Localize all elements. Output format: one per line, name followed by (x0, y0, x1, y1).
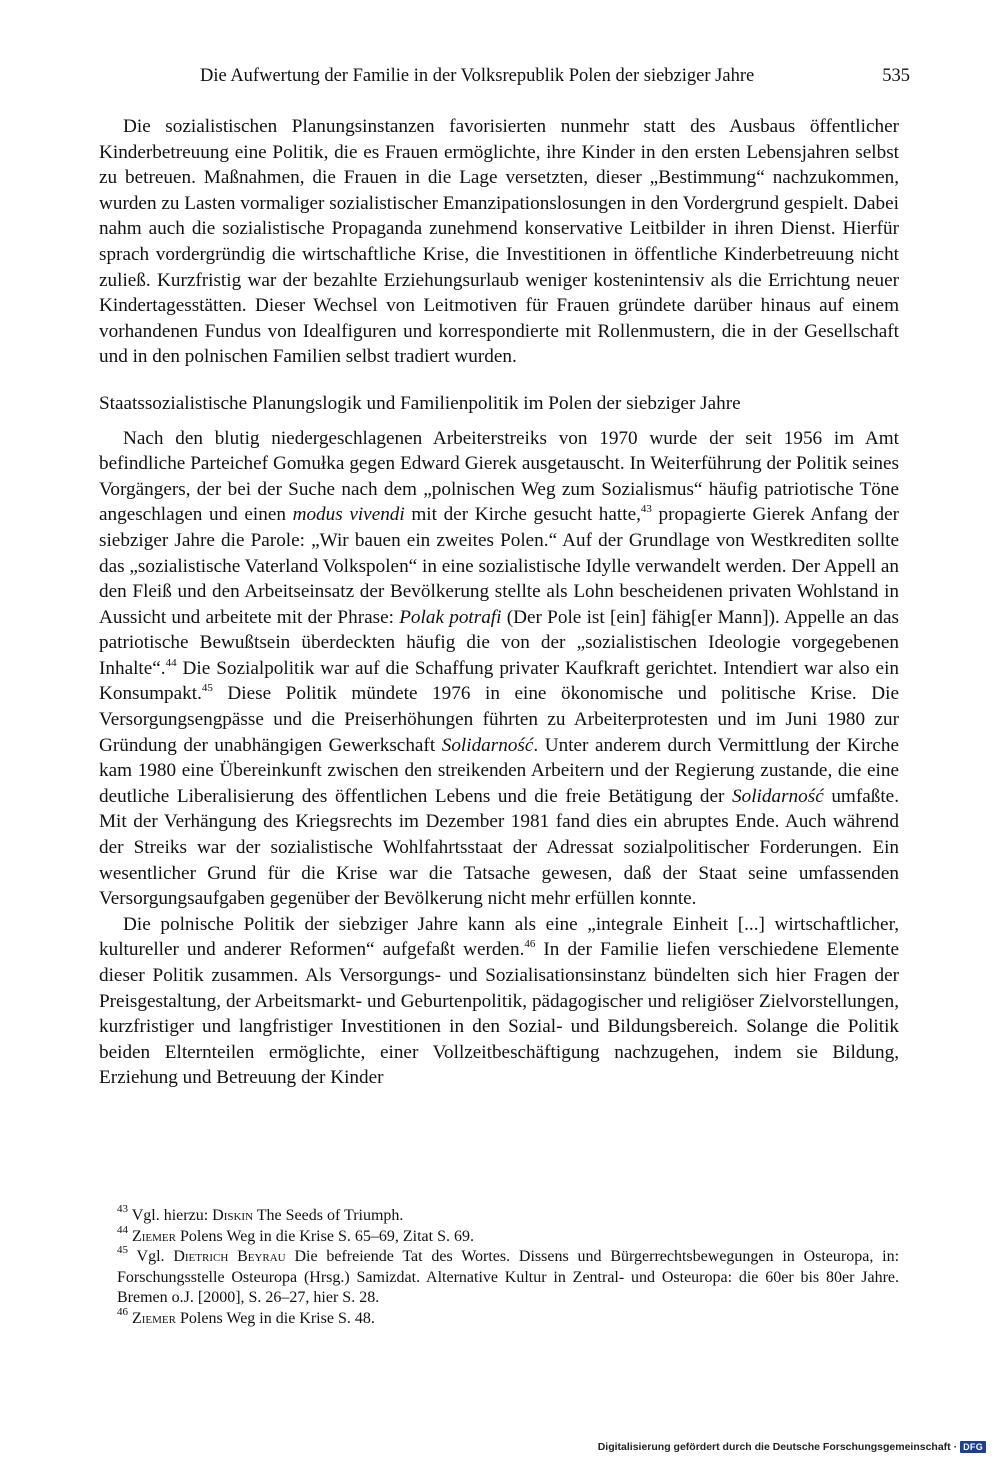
footnote-number: 45 (117, 1244, 128, 1256)
footnote-46 (99, 1305, 899, 1330)
paragraph-2-text-8: umfaßte. Mit der Verhängung des Kriegsrechts im Dezember 1981 fand dies ein abruptes Ende. Auch während der Streiks war der sozialistische Wohlfahrtsstaat der Adressat sozialpolitischer Forderungen. Ein wesentlicher Grund für die Krise war die Tatsache gewesen, daß der Staat seine umfassenden Versorgungsaufgaben gegenüber der Bevölkerung nicht mehr erfüllen konnte. (99, 785, 899, 910)
credit-text: Digitalisierung gefördert durch die Deutsche Forschungsgemeinschaft · (597, 1441, 958, 1453)
footnotes (99, 1203, 900, 1329)
footnote-43 (99, 1203, 899, 1227)
footnote-text: Die befreiende Tat des Wortes. Dissens und Bürgerrechtsbewegungen in Osteuropa, in: Forschungsstelle Osteuropa (Hrsg.) Samizdat. Alternative Kultur in Zentral- und Osteuropa: die 60er bis 80er Jahre. Bremen o.J. [2000], S. 26–27, hier S. 28. (117, 1248, 900, 1306)
paragraph-2-text-7: . Unter anderem durch Vermittlung der Kirche kam 1980 eine Übereinkunft zwischen den streikenden Arbeitern und der Regierung zustande, die eine deutliche Liberalisierung des öffentlichen Lebens und die freie Betätigung der (99, 734, 899, 807)
running-head-title: Die Aufwertung der Familie in der Volksrepublik Polen der siebziger Jahre (200, 66, 755, 86)
footnote-text: The Seeds of Triumph. (253, 1207, 404, 1224)
footnote-ref-46[interactable]: 46 (524, 938, 536, 951)
paragraph-2-text-4: (Der Pole ist [ein] fähig[er Mann]). Appelle an das patriotische Bewußtsein überdeckten häufig die von der „sozialistischen Ideologie vorgegebenen Inhalte“. (99, 606, 899, 679)
footnote-text: Vgl. hierzu: (128, 1207, 213, 1224)
section-heading: Staatssozialistische Planungslogik und Familienpolitik im Polen der siebziger Jahre (99, 392, 741, 414)
running-head (200, 64, 910, 88)
paragraph-2-text-3: propagierte Gierek Anfang der siebziger Jahre die Parole: „Wir bauen ein zweites Polen.“ Auf der Grundlage von Westkrediten sollte das „sozialistische Vaterland Volkspolen“ in eine sozialistische Idylle verwandelt werden. Der Appell an den Fleiß und den Arbeitseinsatz der Bevölkerung stellte als Lohn bescheidenen privaten Wohlstand in Aussicht und arbeitete mit der Phrase: (99, 504, 899, 628)
footnote-number: 44 (117, 1223, 128, 1236)
paragraph-2-text-6: Diese Politik mündete 1976 in eine ökonomische und politische Krise. Die Versorgungsengpässe und die Preiserhöhungen führten zu Arbeiterprotesten und im Juni 1980 zur Gründung der unabhängigen Gewerkschaft (99, 683, 899, 756)
paragraph-2-text-5: Die Sozialpolitik war auf die Schaffung privater Kaufkraft gerichtet. Intendiert war also ein Konsumpakt. (99, 657, 899, 705)
paragraph-2-italic-3: Solidarność (441, 734, 534, 756)
paragraph-2 (99, 426, 899, 912)
paragraph-2-italic-1: modus vivendi (292, 504, 405, 526)
paragraph-3 (99, 912, 899, 1091)
footnote-ref-43[interactable]: 43 (640, 503, 652, 516)
paragraph-2-text-2: mit der Kirche gesucht hatte, (404, 504, 641, 526)
footnote-45 (99, 1244, 900, 1309)
footnote-number: 43 (117, 1203, 128, 1215)
footnote-text: Polens Weg in die Krise S. 48. (176, 1309, 375, 1327)
paragraph-1: Die sozialistischen Planungsinstanzen favorisierten nunmehr statt des Ausbaus öffentlicher Kinderbetreuung eine Politik, die es Frauen ermöglichte, ihre Kinder in den ersten Lebensjahren selbst zu betreuen. Maßnahmen, die Frauen in die Lage versetzten, dieser „Bestimmung“ nachzukommen, wurden zu Lasten vormaliger sozialistischer Emanzipationslosungen in den Vordergrund gespielt. Dabei nahm auch die sozialistische Propaganda zunehmend konservative Leitbilder in ihren Dienst. Hierfür sprach vordergründig die wirtschaftliche Krise, die Investitionen in öffentliche Kinderbetreuung nicht zuließ. Kurzfristig war der bezahlte Erziehungsurlaub weniger kostenintensiv als die Errichtung neuer Kindertagesstätten. Dieser Wechsel von Leitmotiven für Frauen gründete darüber hinaus auf einem vorhandenen Fundus von Idealfiguren und korrespondierte mit Rollenmustern, die in der Gesellschaft und in den polnischen Familien selbst tradiert wurden. (99, 116, 899, 368)
paragraph-3-text-2: In der Familie liefen verschiedene Elemente dieser Politik zusammen. Als Versorgungs- und Sozialisationsinstanz bündelten sich hier Fragen der Preisgestaltung, der Arbeitsmarkt- und Geburtenpolitik, pädagogischer und religiöser Zielvorstellungen, kurzfristiger und langfristiger Investitionen in den Sozial- und Bildungsbereich. Solange die Politik beiden Elternteilen ermöglichte, einer Vollzeitbeschäftigung nachzugehen, indem sie Bildung, Erziehung und Betreuung der Kinder (99, 939, 899, 1089)
digitization-credit (598, 1441, 986, 1453)
footnote-text: Polens Weg in die Krise S. 65–69, Zitat S. 69. (176, 1227, 474, 1245)
paragraph-2-italic-4: Solidarność (732, 785, 824, 807)
body-text (99, 114, 899, 1091)
footnote-44 (99, 1223, 899, 1248)
footnote-ref-44[interactable]: 44 (165, 656, 177, 669)
paragraph-2-italic-2: Polak potrafi (399, 606, 502, 628)
footnote-author: Ziemer (132, 1309, 176, 1327)
dfg-logo-icon: DFG (960, 1441, 986, 1453)
footnote-text: Vgl. (128, 1248, 174, 1265)
page-number: 535 (882, 66, 910, 86)
footnote-number: 46 (117, 1305, 128, 1318)
paragraph-2-text-1: Nach den blutig niedergeschlagenen Arbeiterstreiks von 1970 wurde der seit 1956 im Amt befindliche Parteichef Gomułka gegen Edward Gierek ausgetauscht. In Weiterführung der Politik seines Vorgängers, der bei der Suche nach dem „polnischen Weg zum Sozialismus“ häufig patriotische Töne angeschlagen und einen (99, 427, 899, 526)
footnote-author: Diskin (212, 1207, 254, 1224)
footnote-ref-45[interactable]: 45 (201, 682, 213, 695)
paragraph-3-text-1: Die polnische Politik der siebziger Jahre kann als eine „integrale Einheit [...] wirtschaftlicher, kultureller und anderer Reformen“ aufgefaßt werden. (99, 913, 899, 961)
footnote-author: Dietrich Beyrau (173, 1248, 286, 1265)
footnote-author: Ziemer (132, 1227, 176, 1245)
